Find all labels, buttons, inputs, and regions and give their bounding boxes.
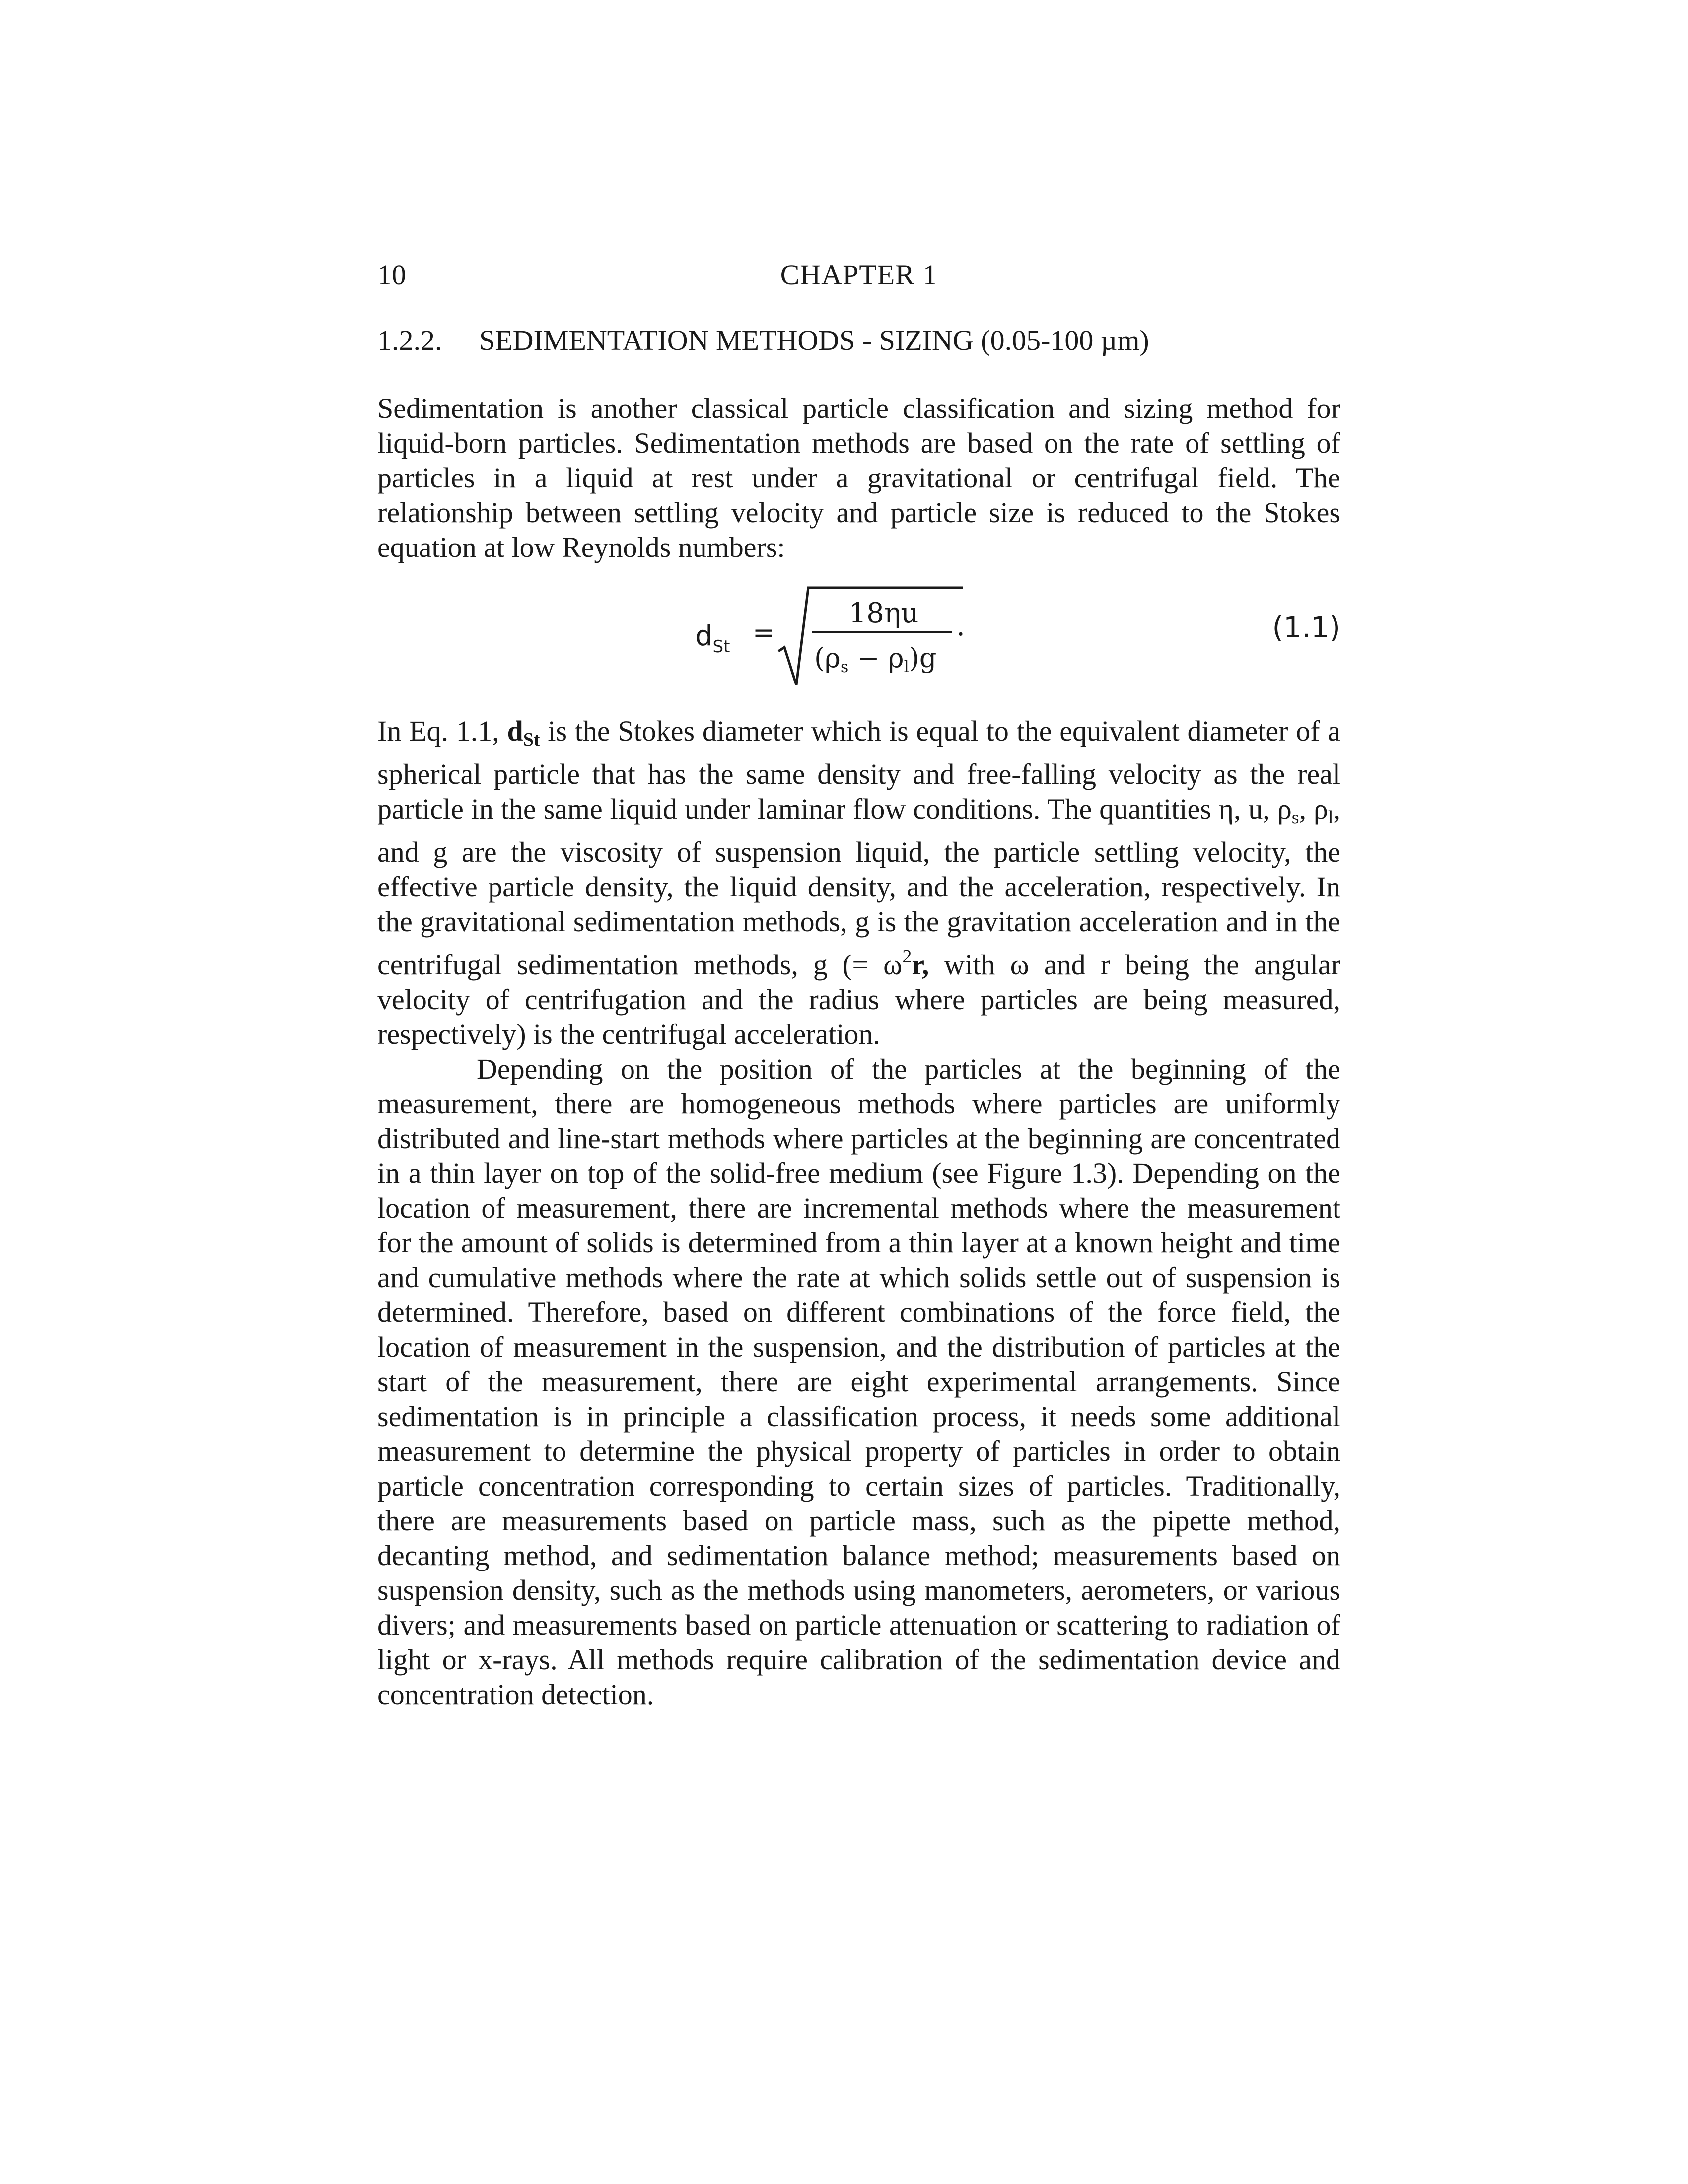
book-page xyxy=(377,253,1340,1712)
equation-period: . xyxy=(956,610,965,642)
definition-text-c: , ρ xyxy=(1299,793,1328,825)
definition-text-d: , and g are the viscosity of suspension liquid, the particle settling velocity, the effective particle density, the liquid density, and the acceleration, respectively. In the gravitational sedimentation methods, g is the gravitation acceleration and in the centrifugal sedimentation methods, g (= ω xyxy=(377,793,1340,981)
equation-lhs: $d_{St}$ xyxy=(695,620,730,657)
methods-paragraph: Depending on the position of the particles at the beginning of the measurement, there are homogeneous methods where particles are uniformly distributed and line-start methods where particles at the beginning are concentrated in a thin layer on top of the solid-free medium (see Figure 1.3). Depending on the location of measurement, there are incremental methods where the measurement for the amount of solids is determined from a thin layer at a known height and time and cumulative methods where the rate at which solids settle out of suspension is determined. Therefore, based on different combinations of the force field, the location of measurement in the suspension, and the distribution of particles at the start of the measurement, there are eight experimental arrangements. Since sedimentation is in principle a classification process, it needs some additional measurement to determine the physical property of particles in order to obtain particle concentration corresponding to certain sizes of particles. Traditionally, there are measurements based on particle mass, such as the pipette method, decanting method, and sedimentation balance method; measurements based on suspension density, such as the methods using manometers, aerometers, or various divers; and measurements based on particle attenuation or scattering to radiation of light or x-rays. All methods require calibration of the sedimentation device and concentration detection. xyxy=(377,1053,1340,1710)
equation-equals: = xyxy=(753,618,774,648)
definition-text-f: with ω and r being the angular velocity of centrifugation and the radius where particles are being measured, respectively) is the centrifugal acceleration. xyxy=(377,949,1340,1050)
rho-l-subscript: l xyxy=(1328,807,1334,828)
running-head xyxy=(377,253,1340,298)
chapter-title: CHAPTER 1 xyxy=(780,259,938,291)
intro-paragraph: Sedimentation is another classical particle classification and sizing method for liquid-born particles. Sedimentation methods are based on the rate of settling of particles in a liquid at rest under a gravitational or centrifugal field. The relationship between settling velocity and particle size is reduced to the Stokes equation at low Reynolds numbers: xyxy=(377,392,1340,563)
section-heading xyxy=(377,324,1340,363)
definition-paragraph xyxy=(377,714,1340,1052)
definition-text-a: In Eq. 1.1, xyxy=(377,715,507,747)
rho-s-subscript: s xyxy=(1291,807,1299,828)
section-number: 1.2.2. xyxy=(377,324,442,356)
definition-text-e: r, xyxy=(912,949,929,981)
equation-number: (1.1) xyxy=(1272,611,1340,644)
section-title: SEDIMENTATION METHODS - SIZING (0.05-100 µm) xyxy=(479,324,1149,356)
equation-numerator: 18ηu xyxy=(848,597,919,629)
stokes-diameter-symbol: $d_{St}$ xyxy=(507,715,540,750)
omega-squared-superscript: 2 xyxy=(902,946,912,967)
equation-denominator: (ρs − ρl)g xyxy=(814,642,937,676)
stokes-equation xyxy=(377,577,1340,696)
page-number: 10 xyxy=(377,259,406,291)
definition-text-b: is the Stokes diameter which is equal to the equivalent diameter of a spherical particle that has the same density and free-falling velocity as the real particle in the same liquid under laminar flow conditions. The quantities η, u, ρ xyxy=(377,715,1340,825)
stokes-equation-formula xyxy=(695,577,1142,696)
